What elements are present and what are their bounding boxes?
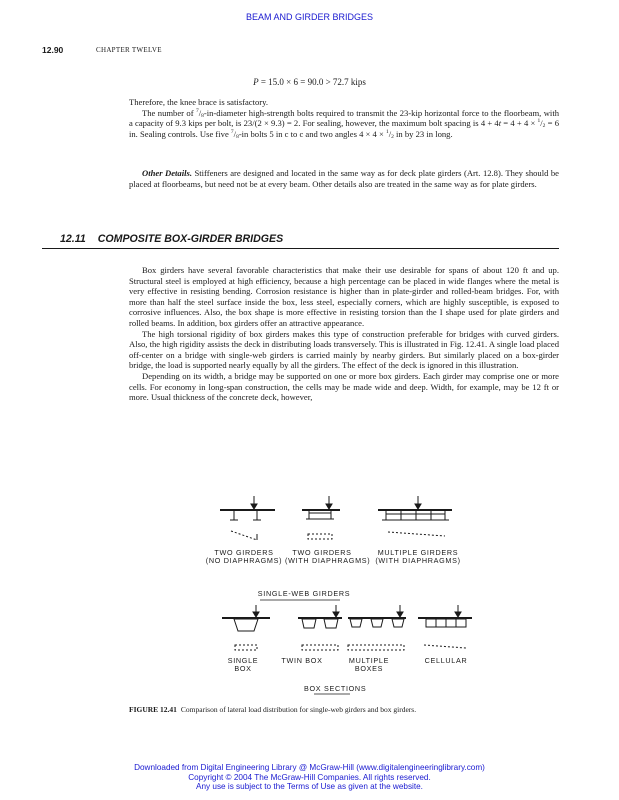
paragraph-knee-brace: Therefore, the knee brace is satisfactory. (129, 97, 269, 107)
paragraph-box-girders: Box girders have several favorable characteristics that make their use desirable for spans of about 120 ft and up. Structural steel is employed at high efficiency, because a high percentage can be placed in wide flanges where the metal is very effective in resisting bending. Corrosion resistance is higher than in plate-girder and rolled-beam bridges. For, with more than half the steel surface inside the box, less steel, especially corners, which are highly susceptible, is exposed to corrosive influences. Also, the box shape is more effective in resisting torsion than the I shape used for plate girders and rolled beams. In addition, box girders offer an attractive appearance. (129, 265, 559, 328)
box-girder-body (129, 265, 559, 403)
label-two-girders-with-diaphragms: TWO GIRDERS (WITH DIAPHRAGMS) (285, 548, 371, 566)
label-cellular: CELLULAR (424, 656, 468, 665)
label-twin-box: TWIN BOX (281, 656, 323, 665)
section-heading (60, 233, 295, 245)
footer-download-line[interactable]: Downloaded from Digital Engineering Library @ McGraw-Hill (www.digitalengineeringlibrary.com) (134, 763, 485, 772)
sketch-two-girders-with-diaphragms (302, 496, 340, 539)
sketch-two-girders-no-diaphragms (220, 496, 275, 540)
paragraph-width: Depending on its width, a bridge may be supported on one or more box girders. Each girder may comprise one or more cells. For economy in long-span construction, the cells may be made wide and deep. Width, for example, may be 12 ft or more. Usual thickness of the concrete deck, however, (129, 370, 559, 403)
chapter-title: CHAPTER TWELVE (96, 46, 162, 54)
label-multiple-boxes: MULTIPLE BOXES (348, 656, 390, 674)
paragraph-torsional-rigidity: The high torsional rigidity of box girders makes this type of construction preferable for bridges with curved girders. Also, the high rigidity assists the deck in distributing loads transversely. This is illustrated in Fig. 12.41. A single load placed off-center on a bridge with single-web girders is carried mainly by nearby girders. But similarly placed on a box-girder bridge, the load is supported nearly equally by all the girders. The effect of the deck is ignored in this illustration. (129, 328, 559, 371)
footer-copyright-line: Copyright © 2004 The McGraw-Hill Companies. All rights reserved. (188, 772, 431, 782)
book-banner: BEAM AND GIRDER BRIDGES (245, 12, 374, 22)
sketch-twin-box (298, 605, 342, 650)
equation-body: = 15.0 × 6 = 90.0 > 72.7 kips (258, 77, 366, 87)
label-multiple-girders: MULTIPLE GIRDERS (WITH DIAPHRAGMS) (375, 548, 461, 566)
other-details-paragraph: Other Details. Stiffeners are designed and located in the same way as for deck plate girders (Art. 12.8). They should be placed at floorbeams, but need not be at every beam. Other details also are treated in the same way as for plate girders. (129, 168, 559, 189)
label-single-box: SINGLE BOX (227, 656, 259, 674)
page-number: 12.90 (42, 45, 64, 55)
equation (0, 77, 619, 87)
equation-variable: P (253, 77, 259, 87)
footer-terms-line[interactable]: Any use is subject to the Terms of Use as given at the website. (196, 782, 423, 792)
sketch-multiple-boxes (348, 605, 406, 650)
section-rule (42, 248, 559, 249)
sketch-cellular (418, 605, 472, 648)
label-single-web-girders: SINGLE-WEB GIRDERS (257, 589, 351, 598)
sketch-multiple-girders (378, 496, 452, 536)
figure-caption-label: FIGURE 12.41 (129, 705, 177, 714)
figure-caption-text: Comparison of lateral load distribution for single-web girders and box girders. (180, 705, 417, 714)
bolt-paragraphs (129, 97, 559, 139)
section-number: 12.11 (60, 233, 86, 245)
label-box-sections: BOX SECTIONS (304, 684, 367, 693)
sketch-single-box (222, 605, 270, 650)
figure-caption (129, 705, 489, 715)
section-title: COMPOSITE BOX-GIRDER BRIDGES (97, 233, 284, 245)
download-footer[interactable] (0, 763, 619, 792)
label-two-girders-no-diaphragms: TWO GIRDERS (NO DIAPHRAGMS) (205, 548, 283, 566)
run-in-heading: Other Details. (142, 168, 192, 178)
paragraph-bolts: The number of $^7/_8-in$-diameter high-strength bolts required to transmit the 23-kip horizontal force to the floorbeam, with a capacity of 9.3 kips per bolt, is 23/(2 × 9.3) = 2. For sealing, however, the maximum bolt spacing is $4 + 4t = 4 + 4 \times ^1/_2 = 6$ in. Sealing controls. Use five $^7/_8-in$ bolts 5 in c to c and two angles $4 \times 4 \times ^1/_2$ in by 23 in long. (129, 107, 559, 140)
